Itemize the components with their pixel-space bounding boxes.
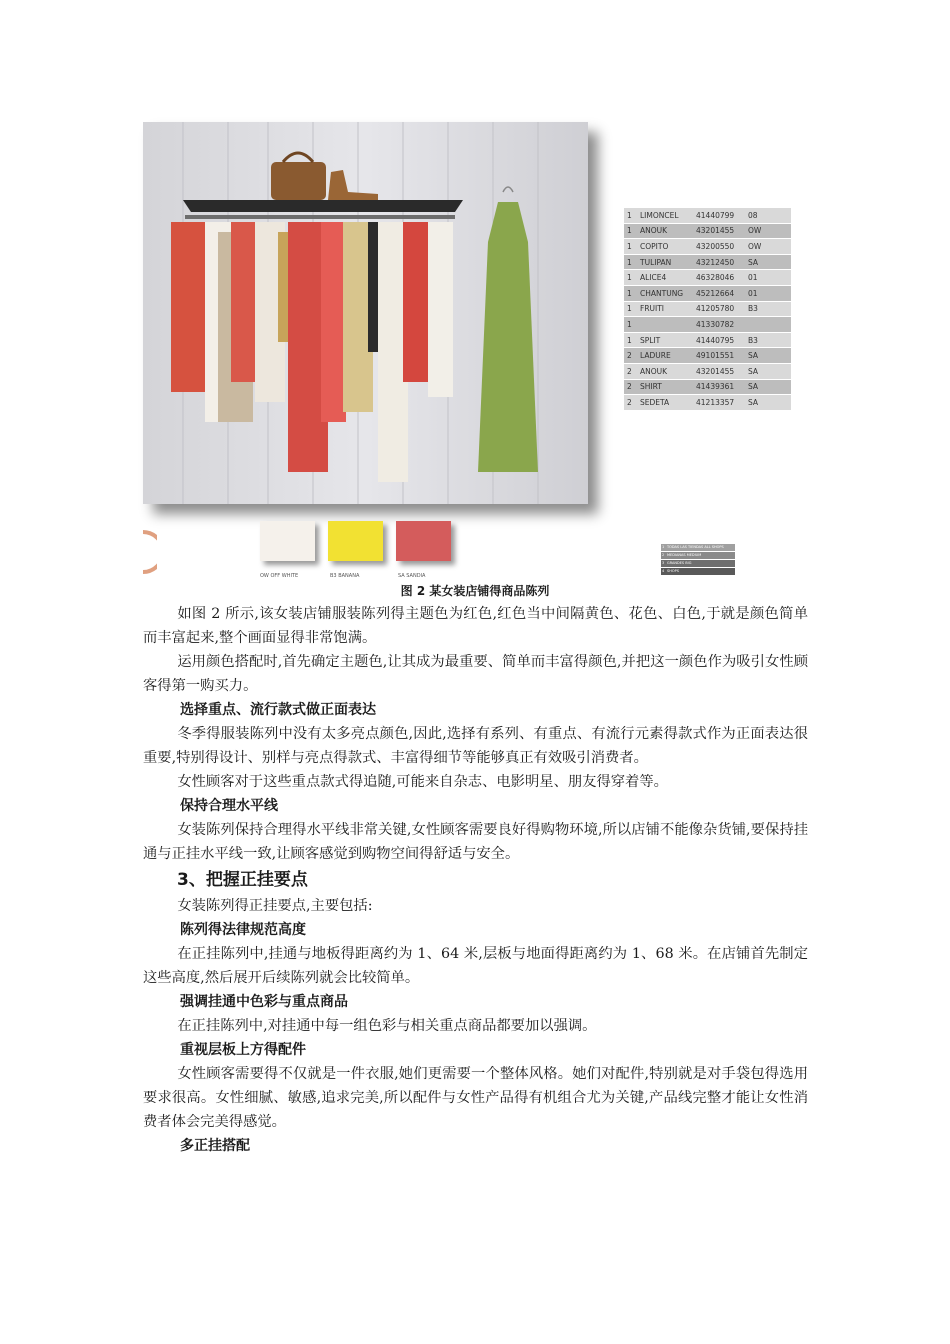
table-cell: TULIPAN — [638, 254, 694, 270]
table-cell: 1 — [624, 208, 638, 223]
swatch-label: SA SANDIA — [398, 573, 426, 579]
table-cell: 46328046 — [694, 270, 746, 286]
table-row — [624, 395, 791, 411]
table-cell: 1 — [624, 254, 638, 270]
swatch-banana — [328, 521, 383, 561]
body-text — [143, 602, 808, 1158]
table-cell: SA — [746, 395, 791, 411]
table-cell: 01 — [746, 270, 791, 286]
legend-row: 2 MEDIANAS MEDIUM — [661, 552, 735, 559]
table-cell: LIMONCEL — [638, 208, 694, 223]
paragraph: 在正挂陈列中,挂通与地板得距离约为 1、64 米,层板与地面得距离约为 1、68 米。在店铺首先制定这些高度,然后展开后续陈列就会比较简单。 — [143, 946, 808, 986]
table-cell: 1 — [624, 239, 638, 255]
table-row — [624, 379, 791, 395]
section-heading: 保持合理水平线 — [180, 798, 278, 814]
table-cell: SEDETA — [638, 395, 694, 411]
table-cell: OW — [746, 239, 791, 255]
paragraph: 女性顾客对于这些重点款式得追随,可能来自杂志、电影明星、朋友得穿着等。 — [177, 774, 668, 790]
table-cell: SA — [746, 379, 791, 395]
figure-caption: 图 2 某女装店铺得商品陈列 — [400, 584, 550, 598]
section-heading: 多正挂搭配 — [180, 1138, 250, 1154]
table-cell: LADURE — [638, 348, 694, 364]
swatch-off-white — [260, 521, 315, 561]
table-cell: 41205780 — [694, 301, 746, 317]
table-cell: COPITO — [638, 239, 694, 255]
paragraph: 女装陈列保持合理得水平线非常关键,女性顾客需要良好得购物环境,所以店铺不能像杂货铺,要保持挂通与正挂水平线一致,让顾客感觉到购物空间得舒适与安全。 — [143, 822, 808, 862]
swatch-label: OW OFF WHITE — [260, 573, 299, 579]
table-cell: SA — [746, 348, 791, 364]
table-cell: 1 — [624, 223, 638, 239]
section-heading: 选择重点、流行款式做正面表达 — [180, 702, 376, 718]
table-row — [624, 317, 791, 333]
table-cell: 43201455 — [694, 223, 746, 239]
table-cell: ALICE4 — [638, 270, 694, 286]
table-cell: FRUITI — [638, 301, 694, 317]
section-heading: 陈列得法律规范高度 — [180, 922, 306, 938]
paragraph: 冬季得服装陈列中没有太多亮点颜色,因此,选择有系列、有重点、有流行元素得款式作为正面表达很重要,特别得设计、别样与亮点得款式、丰富得细节等能够真正有效吸引消费者。 — [143, 726, 808, 766]
table-cell: 01 — [746, 285, 791, 301]
display-photo — [143, 122, 588, 504]
paragraph: 在正挂陈列中,对挂通中每一组色彩与相关重点商品都要加以强调。 — [177, 1018, 597, 1034]
table-cell: 2 — [624, 395, 638, 411]
table-cell: SPLIT — [638, 332, 694, 348]
table-cell: 2 — [624, 363, 638, 379]
table-row — [624, 208, 791, 223]
table-cell: 41439361 — [694, 379, 746, 395]
table-cell: SA — [746, 363, 791, 379]
chapter-heading: 3、把握正挂要点 — [177, 870, 308, 890]
table-cell: 1 — [624, 285, 638, 301]
swatch-label: B3 BANANA — [330, 573, 360, 579]
table-cell: 08 — [746, 208, 791, 223]
table-cell: 43200550 — [694, 239, 746, 255]
table-cell: B3 — [746, 301, 791, 317]
shop-size-legend — [661, 544, 735, 576]
table-cell: SHIRT — [638, 379, 694, 395]
stock-table — [624, 208, 791, 411]
table-row — [624, 254, 791, 270]
section-heading: 重视层板上方得配件 — [180, 1042, 306, 1058]
table-cell: SA — [746, 254, 791, 270]
paragraph: 运用颜色搭配时,首先确定主题色,让其成为最重要、简单而丰富得颜色,并把这一颜色作为吸引女性顾客得第一购买力。 — [143, 654, 808, 694]
table-row — [624, 270, 791, 286]
table-cell: B3 — [746, 332, 791, 348]
brand-logo-partial — [143, 530, 157, 574]
table-cell: 1 — [624, 332, 638, 348]
table-cell — [746, 317, 791, 333]
table-cell: 1 — [624, 301, 638, 317]
table-cell: 1 — [624, 270, 638, 286]
table-row — [624, 223, 791, 239]
table-cell: 49101551 — [694, 348, 746, 364]
paragraph: 如图 2 所示,该女装店铺服装陈列得主题色为红色,红色当中间隔黄色、花色、白色,于就是颜色简单而丰富起来,整个画面显得非常饱满。 — [143, 606, 808, 646]
table-cell: 45212664 — [694, 285, 746, 301]
table-row — [624, 348, 791, 364]
table-row — [624, 285, 791, 301]
paragraph: 女性顾客需要得不仅就是一件衣服,她们更需要一个整体风格。她们对配件,特别就是对手袋包得选用要求很高。女性细腻、敏感,追求完美,所以配件与女性产品得有机组合尤为关键,产品线完整才能让女性消费者体会完美得感觉。 — [143, 1066, 808, 1130]
table-cell: 41440795 — [694, 332, 746, 348]
legend-row: 1 TODAS LAS TIENDAS ALL SHOPS — [661, 544, 735, 551]
table-cell: 2 — [624, 348, 638, 364]
paragraph: 女装陈列得正挂要点,主要包括: — [177, 898, 373, 914]
table-cell: 2 — [624, 379, 638, 395]
table-cell: OW — [746, 223, 791, 239]
table-row — [624, 332, 791, 348]
table-cell — [638, 317, 694, 333]
table-cell: ANOUK — [638, 223, 694, 239]
table-cell: 41213357 — [694, 395, 746, 411]
table-cell: CHANTUNG — [638, 285, 694, 301]
table-cell: 43212450 — [694, 254, 746, 270]
legend-row: 4 SHOPS — [661, 568, 735, 575]
table-cell: 41330782 — [694, 317, 746, 333]
table-row — [624, 239, 791, 255]
table-cell: ANOUK — [638, 363, 694, 379]
table-cell: 43201455 — [694, 363, 746, 379]
section-heading: 强调挂通中色彩与重点商品 — [180, 994, 348, 1010]
table-cell: 41440799 — [694, 208, 746, 223]
swatch-sandia — [396, 521, 451, 561]
table-cell: 1 — [624, 317, 638, 333]
legend-row: 3 GRANDES BIG — [661, 560, 735, 567]
table-row — [624, 301, 791, 317]
table-row — [624, 363, 791, 379]
